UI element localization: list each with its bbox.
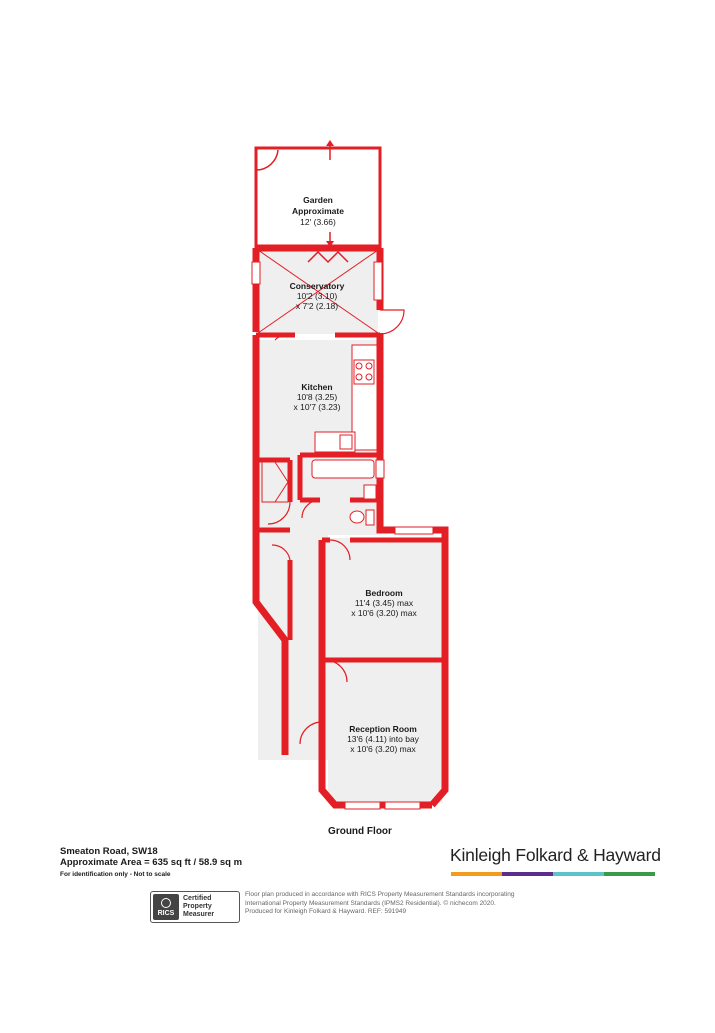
brand-logo: Kinleigh Folkard & Hayward xyxy=(450,845,661,865)
conservatory-name: Conservatory xyxy=(289,281,345,291)
disclaimer xyxy=(245,891,565,917)
brand-bar-green xyxy=(604,872,655,876)
rics-badge xyxy=(150,891,240,923)
rics-logo-icon xyxy=(153,894,179,920)
property-address: Smeaton Road, SW18 xyxy=(60,846,158,857)
rics-text xyxy=(183,895,214,919)
rics-mark-text: RICS xyxy=(157,910,175,917)
brand-bar-orange xyxy=(451,872,502,876)
disclaimer-line2: International Property Measurement Standards (IPMS2 Residential). © nichecom 2020. xyxy=(245,899,496,907)
conservatory-line1: 10'2 (3.10) xyxy=(296,291,338,301)
garden-line2: 12' (3.66) xyxy=(300,217,336,227)
garden-arrow-up-head xyxy=(326,140,334,146)
room-label-conservatory xyxy=(290,281,345,311)
rics-line3: Measurer xyxy=(183,911,215,918)
kitchen-line2: x 10'7 (3.23) xyxy=(293,402,341,412)
disclaimer-line3: Produced for Kinleigh Folkard & Hayward. REF: 591949 xyxy=(245,908,407,915)
floor-title: Ground Floor xyxy=(328,826,392,837)
brand-bar-purple xyxy=(502,872,553,876)
rics-line1: Certified xyxy=(183,895,212,902)
reception-line2: x 10'6 (3.20) max xyxy=(350,744,416,754)
bedroom-name: Bedroom xyxy=(365,588,403,598)
reception-name: Reception Room xyxy=(349,724,417,734)
rics-line2: Property xyxy=(183,903,212,910)
scale-note: For identification only - Not to scale xyxy=(60,871,171,878)
bedroom-line2: x 10'6 (3.20) max xyxy=(351,608,417,618)
disclaimer-line1: Floor plan produced in accordance with RICS Property Measurement Standards incorporating xyxy=(245,891,515,898)
garden-name: Garden xyxy=(303,195,333,205)
garden-line1: Approximate xyxy=(292,206,344,216)
room-label-garden xyxy=(292,195,344,227)
bedroom-line1: 11'4 (3.45) max xyxy=(354,598,414,608)
kitchen-name: Kitchen xyxy=(301,382,333,392)
brand-bar-teal xyxy=(553,872,604,876)
room-label-reception xyxy=(347,724,420,754)
property-area: Approximate Area = 635 sq ft / 58.9 sq m xyxy=(60,857,243,868)
reception-line1: 13'6 (4.11) into bay xyxy=(347,734,419,744)
conservatory-line2: x 7'2 (2.18) xyxy=(295,301,339,311)
garden-door-swing xyxy=(256,150,278,170)
kitchen-line1: 10'8 (3.25) xyxy=(296,392,338,402)
brand-color-bar xyxy=(451,872,655,876)
